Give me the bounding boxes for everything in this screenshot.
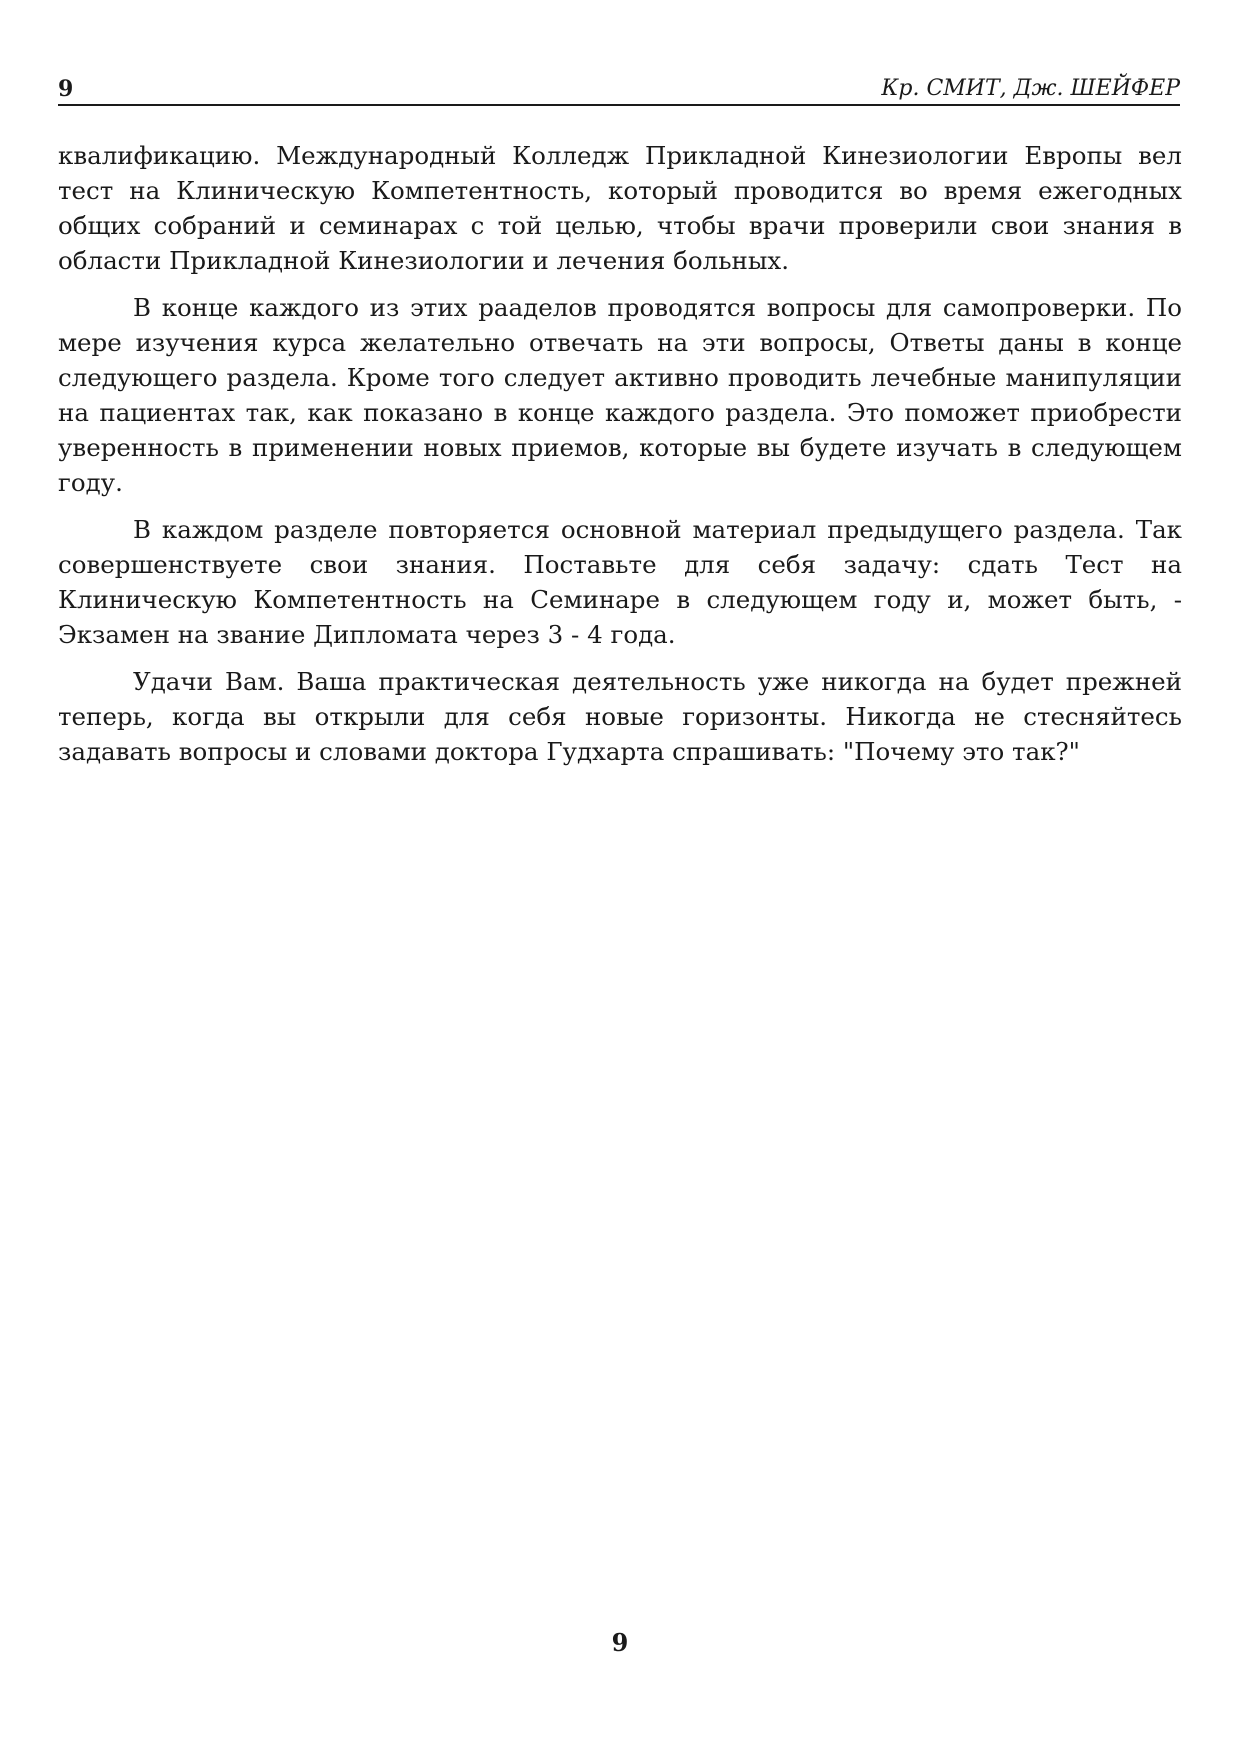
header-authors: Кр. СМИТ, Дж. ШЕЙФЕР	[881, 76, 1180, 101]
paragraph-3: В каждом разделе повторяется основной материал предыдущего раздела. Так совершенствуете свои знания. Поставьте для себя задачу: сдать Тест на Клиническую Компетентность на Семинаре в следующем году и, может быть, - Экзамен на звание Дипломата через 3 - 4 года.	[58, 515, 1182, 649]
paragraph-2: В конце каждого из этих рааделов проводятся вопросы для самопроверки. По мере изучения курса желательно отвечать на эти вопросы, Ответы даны в конце следующего раздела. Кроме того следует активно проводить лечебные манипуляции на пациентах так, как показано в конце каждого раздела. Это поможет приобрести уверенность в применении новых приемов, которые вы будете изучать в следующем году.	[58, 293, 1182, 497]
footer-page-number: 9	[611, 1628, 629, 1657]
header-page-number: 9	[58, 76, 74, 102]
paragraph-1: квалификацию. Международный Колледж Прикладной Кинезиологии Европы вел тест на Клиническую Компетентность, который проводится во время ежегодных общих собраний и семинарах с той целью, чтобы врачи проверили свои знания в области Прикладной Кинезиологии и лечения больных.	[58, 141, 1182, 275]
paragraph-4: Удачи Вам. Ваша практическая деятельность уже никогда на будет прежней теперь, когда вы открыли для себя новые горизонты. Никогда не стесняйтесь задавать вопросы и словами доктора Гудхарта спрашивать: "Почему это так?"	[58, 667, 1182, 766]
page-header	[58, 74, 1180, 106]
body-text	[58, 138, 1182, 781]
